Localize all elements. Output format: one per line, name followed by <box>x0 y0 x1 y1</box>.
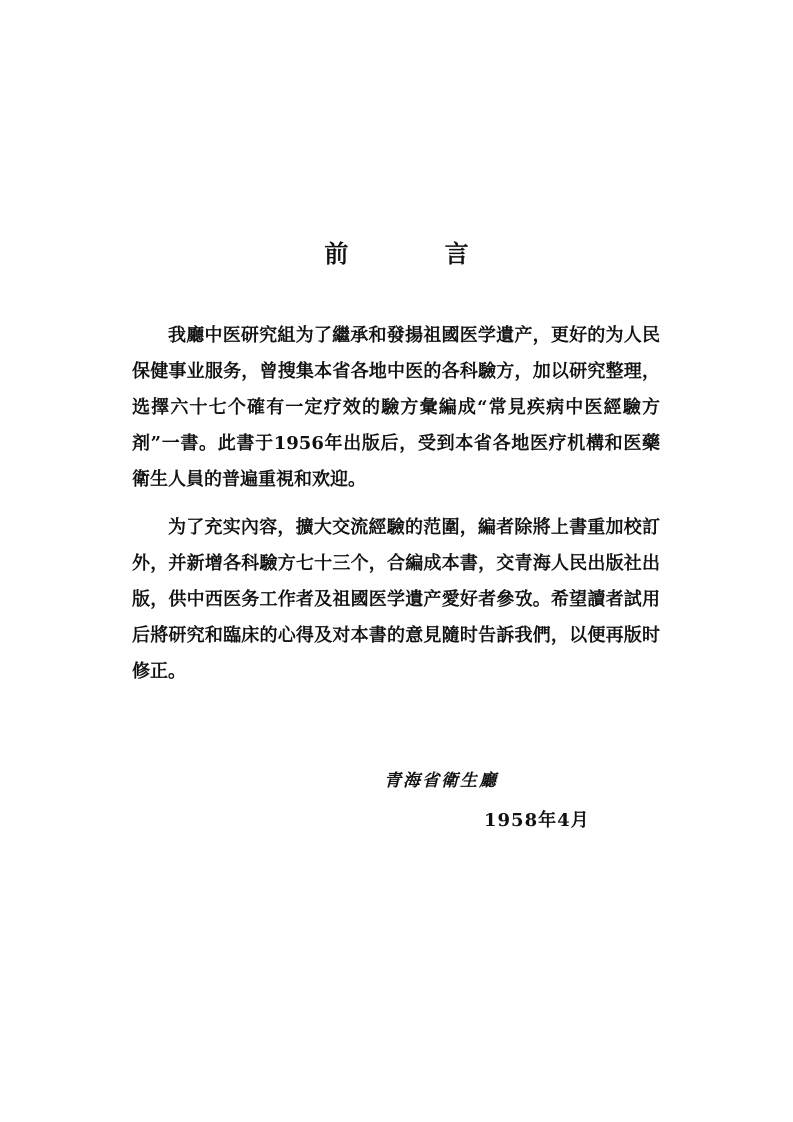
signature: 青海省衛生廳 <box>384 771 498 791</box>
date: 1958年4月 <box>484 810 590 831</box>
preface-body <box>132 318 660 690</box>
preface-paragraph-1: 我廳中医研究組为了繼承和發揚祖國医学遺产，更好的为人民保健事业服务，曾搜集本省各地中医的各科驗方，加以研究整理，选擇六十七个確有一定疗效的驗方彙編成“常見疾病中医經驗方剤”一書。此書于1956年出版后，受到本省各地医疗机構和医藥衛生人員的普遍重視和欢迎。 <box>132 325 660 490</box>
preface-paragraph-2: 为了充实內容，擴大交流經驗的范圍，編者除將上書重加校訂外，并新增各科驗方七十三个，合編成本書，交青海人民出版社出版，供中西医务工作者及祖國医学遺产愛好者參攷。希望讀者試用后將研究和臨床的心得及对本書的意見隨时告訴我們，以便再版时修正。 <box>132 517 660 682</box>
page-title: 前 言 <box>324 239 513 268</box>
